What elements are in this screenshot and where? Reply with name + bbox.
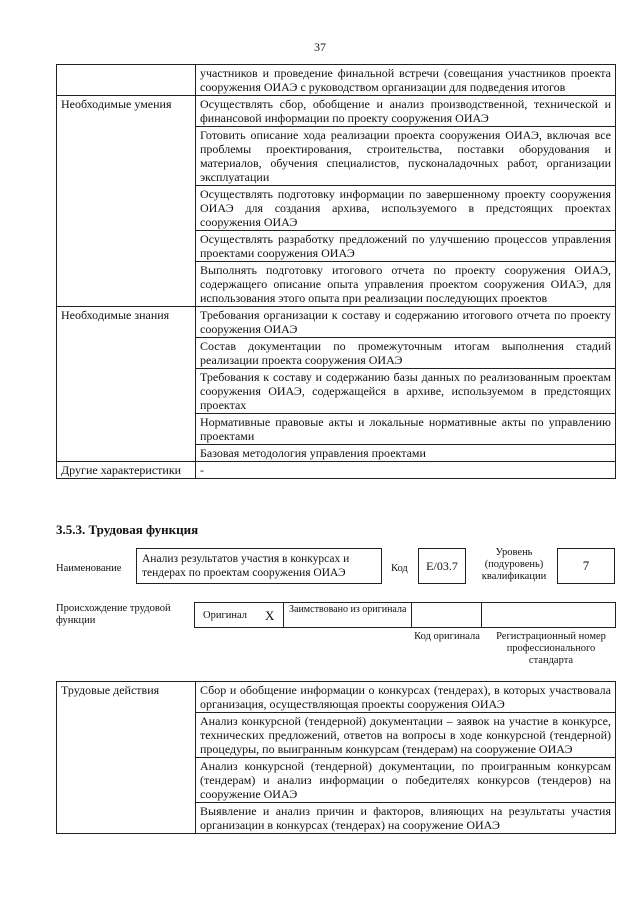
row-item: Нормативные правовые акты и локальные нормативные акты по управлению проектами	[196, 414, 616, 445]
table-row	[57, 462, 616, 479]
level-label: Уровень (подуровень) квалификации	[481, 547, 547, 582]
registration-number-caption: Регистрационный номер профессионального стандарта	[496, 631, 606, 666]
row-item: Анализ конкурсной (тендерной) документации – заявок на участие в конкурсе, технических предложений, ответов на вопросы в ходе конкурсной (тендерной) процедуры, по выигранным конкурсам (тендерам) на сооружение ОИАЭ	[196, 713, 616, 758]
original-label: Оригинал	[203, 610, 247, 621]
row-item: Базовая методология управления проектами	[196, 445, 616, 462]
row-label: Трудовые действия	[57, 682, 196, 834]
row-label: Необходимые умения	[57, 96, 196, 307]
row-item: Осуществлять разработку предложений по улучшению процессов управления проектами сооружения ОИАЭ	[196, 231, 616, 262]
name-label: Наименование	[56, 563, 122, 574]
row-item: Состав документации по промежуточным итогам выполнения стадий реализации проекта сооружения ОИАЭ	[196, 338, 616, 369]
code-original-caption: Код оригинала	[414, 631, 480, 642]
row-item: Требования организации к составу и содержанию итогового отчета по проекту сооружения ОИАЭ	[196, 307, 616, 338]
row-item: Требования к составу и содержанию базы данных по реализованным проектам сооружения ОИАЭ, содержащейся в архиве, используемом в предстоящих проектах	[196, 369, 616, 414]
row-item: Осуществлять подготовку информации по завершенному проекту сооружения ОИАЭ для создания архива, используемого в предстоящих проектах сооружения ОИАЭ	[196, 186, 616, 231]
row-item: Выполнять подготовку итогового отчета по проекту сооружения ОИАЭ, содержащего описание опыта управления проектом сооружения ОИАЭ, для использования этого опыта при реализации последующих проектов	[196, 262, 616, 307]
code-box: E/03.7	[418, 548, 466, 584]
level-box: 7	[557, 548, 615, 584]
row-item: участников и проведение финальной встречи (совещания участников проекта сооружения ОИАЭ с руководством организации для подведения итогов	[196, 65, 616, 96]
row-item: Анализ конкурсной (тендерной) документации, по проигранным конкурсам (тендерам) и анализ информации о победителях конкурсов (тендеров) на сооружение ОИАЭ	[196, 758, 616, 803]
row-item: Выявление и анализ причин и факторов, влияющих на результаты участия организации в конкурсах (тендерах) на сооружение ОИАЭ	[196, 803, 616, 834]
row-item: Готовить описание хода реализации проекта сооружения ОИАЭ, включая все проблемы проектирования, строительства, поставки оборудования и материалов, обучения специалистов, пусконаладочных работ, организации эксплуатации	[196, 127, 616, 186]
original-mark: X	[265, 608, 275, 623]
row-label: Другие характеристики	[57, 462, 196, 479]
table-row	[57, 307, 616, 338]
row-item: Сбор и обобщение информации о конкурсах (тендерах), в которых участвовала организация, осуществляющая проекты сооружения ОИАЭ	[196, 682, 616, 713]
requirements-table	[56, 64, 616, 479]
row-item: -	[196, 462, 616, 479]
function-name-box: Анализ результатов участия в конкурсах и тендерах по проектам сооружения ОИАЭ	[136, 548, 382, 584]
borrowed-label: Заимствовано из оригинала	[289, 604, 407, 615]
table-row	[57, 65, 616, 96]
row-label: Необходимые знания	[57, 307, 196, 462]
page-number: 37	[314, 40, 326, 54]
table-row	[57, 682, 616, 713]
section-heading: 3.5.3. Трудовая функция	[56, 522, 199, 537]
divider	[283, 603, 284, 627]
code-label: Код	[391, 563, 408, 574]
origin-label: Происхождение трудовой функции	[56, 603, 171, 626]
labor-actions-table	[56, 681, 616, 834]
divider	[481, 603, 482, 627]
table-row	[57, 96, 616, 127]
origin-row	[194, 602, 616, 628]
row-item: Осуществлять сбор, обобщение и анализ производственной, технической и финансовой информации по проекту сооружения ОИАЭ	[196, 96, 616, 127]
divider	[411, 603, 412, 627]
row-label	[57, 65, 196, 96]
